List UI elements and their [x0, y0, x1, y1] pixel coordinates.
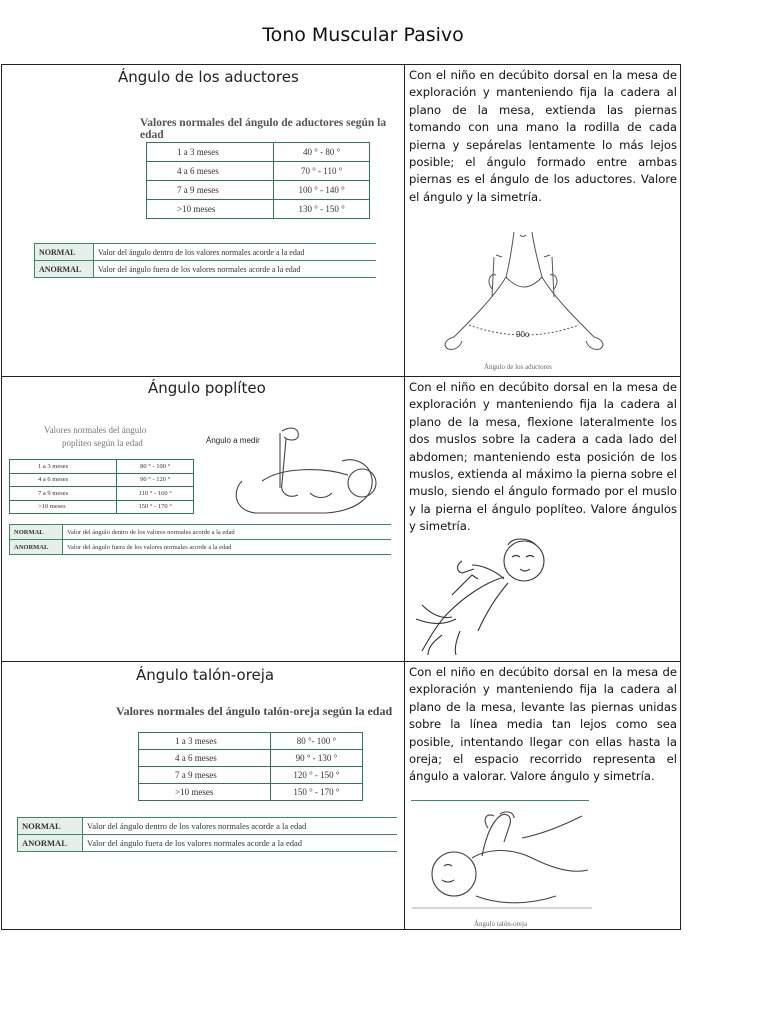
range-cell: 90 ° - 120 °: [117, 473, 194, 487]
age-cell: 7 a 9 meses: [139, 767, 271, 784]
table-row: [139, 784, 363, 801]
age-cell: 4 a 6 meses: [10, 473, 117, 487]
figure-caption: Ángulo talón-oreja: [474, 920, 528, 928]
baby-aductores-illustration: [434, 227, 604, 357]
legend-label-normal: NORMAL: [10, 525, 63, 540]
legend-row: [18, 818, 398, 835]
table-row: [10, 500, 194, 514]
legend-text: Valor del ángulo dentro de los valores normales acorde a la edad: [83, 818, 398, 835]
age-cell: >10 meses: [10, 500, 117, 514]
range-cell: 100 ° - 140 °: [274, 181, 370, 200]
age-cell: 1 a 3 meses: [139, 733, 271, 750]
legend-table: [17, 817, 397, 852]
description: Con el niño en decúbito dorsal en la mesa de exploración y manteniendo fija la cadera al plano de la mesa, extienda las piernas tomando con una mano la rodilla de cada pierna y sepárelas lentamente lo más lejos posible; el ángulo formado entre ambas piernas es el ángulo de los aductores. Valore el ángulo y la simetría.: [409, 68, 677, 204]
legend-label-abnormal: ANORMAL: [35, 261, 94, 278]
figure-caption: Ángulo de los aductores: [484, 363, 552, 371]
legend-row: [35, 261, 377, 278]
content-grid: [1, 64, 681, 930]
section-talon-oreja-right: [404, 662, 680, 930]
range-cell: 40 ° - 80 °: [274, 143, 370, 162]
section-aductores-left: [2, 65, 405, 376]
values-table: [9, 459, 194, 514]
table-row: [147, 200, 370, 219]
page-title: Tono Muscular Pasivo: [262, 24, 464, 46]
range-cell: 150 ° - 170 °: [117, 500, 194, 514]
section-talon-oreja: [2, 662, 680, 930]
table-row: [147, 181, 370, 200]
baby-popliteo-illustration: [202, 421, 382, 517]
range-cell: 130 ° - 150 °: [274, 200, 370, 219]
legend-table: [9, 524, 391, 555]
age-cell: 7 a 9 meses: [10, 487, 117, 501]
range-cell: 120 ° - 150 °: [270, 767, 362, 784]
table-row: [10, 487, 194, 501]
baby-talon-oreja-illustration: [412, 808, 592, 918]
section-popliteo-left: [2, 377, 405, 661]
section-title: Ángulo de los aductores: [118, 68, 299, 86]
legend-label-normal: NORMAL: [18, 818, 83, 835]
legend-label-abnormal: ANORMAL: [18, 835, 83, 852]
table-title-line1: Valores normales del ángulo: [44, 425, 147, 435]
table-row: [10, 473, 194, 487]
range-cell: 70 ° - 110 °: [274, 162, 370, 181]
legend-text: Valor del ángulo fuera de los valores normales acorde a la edad: [94, 261, 377, 278]
section-popliteo-right: [404, 377, 680, 661]
table-title: Valores normales del ángulo de aductores según la edad: [140, 117, 387, 141]
table-row: [147, 143, 370, 162]
age-cell: 1 a 3 meses: [10, 460, 117, 474]
legend-text: Valor del ángulo fuera de los valores normales acorde a la edad: [83, 835, 398, 852]
section-aductores-right: [404, 65, 680, 376]
legend-text: Valor del ángulo fuera de los valores normales acorde a la edad: [63, 540, 392, 555]
range-cell: 150 ° - 170 °: [270, 784, 362, 801]
legend-table: [34, 243, 376, 278]
legend-row: [35, 244, 377, 261]
range-cell: 80 °- 100 °: [270, 733, 362, 750]
age-cell: 7 a 9 meses: [147, 181, 274, 200]
description: Con el niño en decúbito dorsal en la mesa de exploración y manteniendo fija la cadera al plano de la mesa, levante las piernas unidas sobre la línea media tan lejos como sea posible, intentando llegar con ellas hasta la oreja; el espacio recorrido representa el ángulo a valorar. Valore ángulo y simetría.: [409, 665, 677, 784]
divider: [411, 800, 589, 801]
age-cell: 1 a 3 meses: [147, 143, 274, 162]
figure-angle-label: 90o: [516, 330, 530, 339]
description: Con el niño en decúbito dorsal en la mesa de exploración y manteniendo fija la cadera al plano de la mesa, flexione lateralmente los dos muslos sobre la cadera a cada lado del abdomen; manteniendo esta posición de los muslos, extienda al máximo la pierna sobre el muslo, siendo el ángulo formado por el muslo y la pierna el ángulo poplíteo. Valore ángulos y simetría.: [409, 380, 677, 534]
table-row: [139, 750, 363, 767]
range-cell: 90 ° - 130 °: [270, 750, 362, 767]
legend-row: [10, 540, 392, 555]
legend-row: [18, 835, 398, 852]
legend-label-normal: NORMAL: [35, 244, 94, 261]
figure-angle-label: Ángulo a medir: [206, 436, 260, 445]
table-row: [139, 733, 363, 750]
table-title-line2: poplíteo según la edad: [62, 438, 143, 448]
values-table: [146, 142, 370, 219]
age-cell: >10 meses: [147, 200, 274, 219]
age-cell: 4 a 6 meses: [147, 162, 274, 181]
range-cell: 110 ° - 160 °: [117, 487, 194, 501]
age-cell: 4 a 6 meses: [139, 750, 271, 767]
legend-text: Valor del ángulo dentro de los valores normales acorde a la edad: [63, 525, 392, 540]
baby-popliteo-photo-illustration: [412, 535, 562, 657]
table-title: Valores normales del ángulo talón-oreja según la edad: [116, 704, 393, 718]
table-row: [147, 162, 370, 181]
legend-row: [10, 525, 392, 540]
age-cell: >10 meses: [139, 784, 271, 801]
legend-text: Valor del ángulo dentro de los valores normales acorde a la edad: [94, 244, 377, 261]
section-talon-oreja-left: [2, 662, 405, 930]
section-title: Ángulo poplíteo: [148, 379, 266, 397]
values-table: [138, 732, 363, 801]
range-cell: 80 ° - 100 °: [117, 460, 194, 474]
section-title: Ángulo talón-oreja: [136, 666, 275, 684]
section-popliteo: [2, 377, 680, 662]
legend-label-abnormal: ANORMAL: [10, 540, 63, 555]
table-row: [10, 460, 194, 474]
section-aductores: [2, 65, 680, 377]
table-row: [139, 767, 363, 784]
